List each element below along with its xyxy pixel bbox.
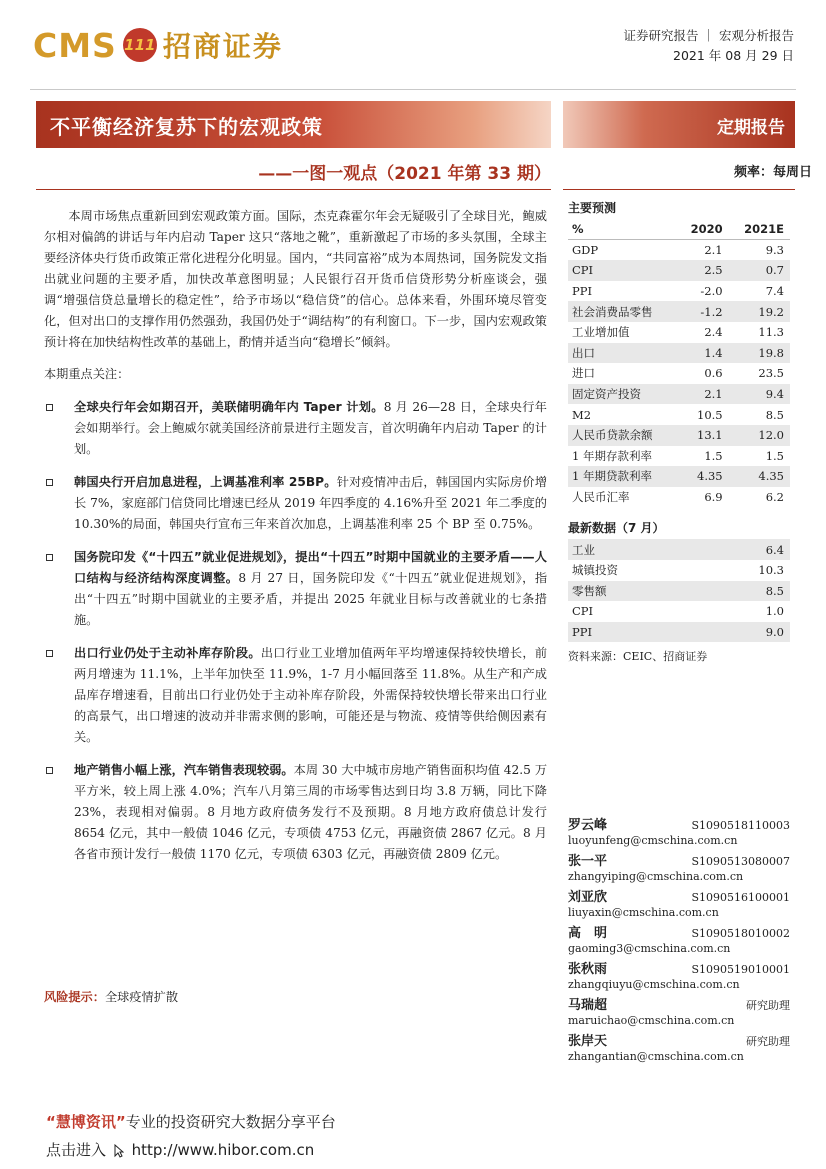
analyst-row xyxy=(568,922,790,941)
square-bullet-icon xyxy=(46,479,53,486)
table-cell: 10.5 xyxy=(697,407,723,422)
table-cell: 出口 xyxy=(568,343,677,364)
pointer-cursor-icon xyxy=(114,1144,124,1158)
table-cell: 城镇投资 xyxy=(572,563,618,578)
table-cell: 4.35 xyxy=(729,466,790,487)
table-cell: PPI xyxy=(572,284,593,299)
analyst-row xyxy=(568,958,790,977)
analyst-email[interactable]: liuyaxin@cmschina.com.cn xyxy=(568,906,719,919)
report-category: 定期报告 xyxy=(717,118,785,138)
risk-note xyxy=(44,988,178,1005)
footer-link-url[interactable]: http://www.hibor.com.cn xyxy=(131,1141,315,1159)
table-cell: 8.5 xyxy=(765,407,784,422)
table-cell: 23.5 xyxy=(758,366,784,381)
table-cell: PPI xyxy=(568,622,702,643)
side-divider xyxy=(563,189,795,190)
footer-quote-close: ” xyxy=(115,1113,126,1131)
report-date: 2021 年 08 月 29 日 xyxy=(673,48,794,63)
table-cell: 19.8 xyxy=(729,343,790,364)
bullet-item xyxy=(44,760,547,865)
report-subtitle: ——一图一观点（2021 年第 33 期） xyxy=(258,164,551,184)
table-cell: 1.5 xyxy=(765,448,784,463)
table-cell: 0.7 xyxy=(729,260,790,281)
table-cell: M2 xyxy=(572,407,592,422)
header-cell: 2020 xyxy=(677,219,729,240)
square-bullet-icon xyxy=(46,767,53,774)
table-cell: 1.0 xyxy=(765,604,784,619)
analyst-code: S1090518010002 xyxy=(691,927,790,940)
intro-paragraph: 本周市场焦点重新回到宏观政策方面。国际，杰克森霍尔年会无疑吸引了全球目光，鲍威尔相对偏鸽的讲话与年内启动 Taper 这只“落地之靴”，重新激起了市场的多头氛围，全球主要经济体央行货币政策正常化进程分化明显。国内，“共同富裕”成为本周热词，国务院发文指出就业问题的主要矛盾，加快改革意图明显；人民银行召开货币信贷形势分析座谈会，强调“增强信贷总量增长的稳定性”，给予市场以“稳信贷”的信心。总体来看，外围环境尽管变化，但对出口的支撑作用仍然强劲，我国仍处于“调结构”的有利窗口。下一步，国内宏观政策预计将在加快结构性改革的基础上，酌情并适当向“稳增长”倾斜。 xyxy=(44,209,547,349)
table-row xyxy=(568,281,790,302)
footer-slogan xyxy=(46,1111,336,1132)
table-cell: 固定资产投资 xyxy=(568,384,677,405)
sidebar xyxy=(568,199,790,664)
table-cell: 零售额 xyxy=(568,581,702,602)
bullet-item xyxy=(44,472,547,535)
table-row xyxy=(568,487,790,508)
analyst-name: 罗云峰 xyxy=(568,818,608,833)
table-row xyxy=(568,581,790,602)
data-source: 资料来源：CEIC、招商证券 xyxy=(568,650,708,664)
table-cell: 19.2 xyxy=(729,301,790,322)
bullet-headline: 地产销售小幅上涨，汽车销售表现较弱。 xyxy=(74,763,294,777)
analyst-email[interactable]: zhangantian@cmschina.com.cn xyxy=(568,1050,744,1063)
company-logo xyxy=(33,22,283,68)
table-cell: -1.2 xyxy=(677,301,729,322)
table-cell: 2.4 xyxy=(704,325,723,340)
table-cell: 进口 xyxy=(572,366,595,381)
table-cell: 13.1 xyxy=(677,425,729,446)
table-cell: 2.1 xyxy=(704,243,723,258)
table-row xyxy=(568,301,790,322)
table-cell: 1.4 xyxy=(677,343,729,364)
table-cell: 9.0 xyxy=(702,622,790,643)
table-row xyxy=(568,466,790,487)
table-row xyxy=(568,404,790,425)
table-row xyxy=(568,446,790,467)
title-banner xyxy=(36,101,551,148)
report-frequency: 频率：每周日 xyxy=(733,165,812,180)
table-cell: 2.1 xyxy=(677,384,729,405)
analyst-code: S1090516100001 xyxy=(691,891,790,904)
forecast-title: 主要预测 xyxy=(568,201,617,215)
table-row xyxy=(568,384,790,405)
table-cell: CPI xyxy=(568,260,677,281)
footer-link-prefix: 点击进入 xyxy=(46,1141,107,1159)
latest-title: 最新数据（7 月） xyxy=(568,521,665,536)
footer-link[interactable] xyxy=(46,1139,314,1160)
latest-rows xyxy=(568,539,790,642)
header-divider xyxy=(30,89,796,90)
table-cell: 工业增加值 xyxy=(572,325,630,340)
footer-brand: 慧博资讯 xyxy=(55,1113,116,1131)
analyst-row xyxy=(568,994,790,1013)
header-cell: 2021E xyxy=(729,219,790,240)
table-header-row xyxy=(568,219,790,240)
analyst-email[interactable]: gaoming3@cmschina.com.cn xyxy=(568,942,731,955)
table-cell: 9.3 xyxy=(765,243,784,258)
analyst-code: S1090519010001 xyxy=(691,963,790,976)
logo-emblem-icon: 111 xyxy=(123,28,157,62)
report-category-banner xyxy=(563,101,795,148)
square-bullet-icon xyxy=(46,404,53,411)
forecast-table xyxy=(568,219,790,507)
analyst-row xyxy=(568,886,790,905)
table-row xyxy=(568,343,790,364)
table-cell: 工业 xyxy=(568,539,702,560)
table-cell: 12.0 xyxy=(729,425,790,446)
analyst-name: 张一平 xyxy=(568,854,608,869)
table-cell: GDP xyxy=(572,243,599,258)
table-cell: 8.5 xyxy=(702,581,790,602)
report-title: 不平衡经济复苏下的宏观政策 xyxy=(50,115,323,139)
latest-table xyxy=(568,539,790,642)
table-cell: 1 年期贷款利率 xyxy=(568,466,677,487)
report-type: 证券研究报告 ｜ 宏观分析报告 xyxy=(623,28,794,43)
analyst-row xyxy=(568,814,790,833)
analyst-row xyxy=(568,850,790,869)
analyst-email[interactable]: maruichao@cmschina.com.cn xyxy=(568,1014,735,1027)
bullet-headline: 出口行业仍处于主动补库存阶段。 xyxy=(74,646,261,660)
table-row xyxy=(568,539,790,560)
bullet-headline: 韩国央行开启加息进程，上调基准利率 25BP。 xyxy=(74,475,337,489)
table-cell: 人民币贷款余额 xyxy=(568,425,677,446)
table-cell: 2.5 xyxy=(677,260,729,281)
analyst-email[interactable]: luoyunfeng@cmschina.com.cn xyxy=(568,834,738,847)
analyst-code: S1090513080007 xyxy=(691,855,790,868)
logo-chinese-name: 招商证券 xyxy=(162,30,283,63)
bullet-text: 8 月 26—28 日，全球央行年会如期举行。会上鲍威尔就美国经济前景进行主题发言，首次明确年内启动 Taper 的计划。 xyxy=(74,400,547,456)
bullet-text: 本周 30 大中城市房地产销售面积均值 42.5 万平方米，较上周上涨 4.0%；汽车八月第三周的市场零售达到日均 3.8 万辆，同比下降 23%，表现相对偏弱。8 月地方政府债务发行不及预期。8 月地方政府债总计发行 8654 亿元，其中一般债 1046 亿元，专项债 4753 亿元，再融资债 2867 亿元。8 月各省市预计发行一般债 1170 亿元，专项债 6303 亿元，再融资债 2809 亿元。 xyxy=(74,763,548,861)
analyst-code: S1090518110003 xyxy=(691,819,790,832)
table-cell: 1 年期存款利率 xyxy=(572,448,652,463)
bullet-headline: 国务院印发《“十四五”就业促进规划》，提出“十四五”时期中国就业的主要矛盾——人口结构与经济结构深度调整。 xyxy=(74,550,547,585)
table-cell: 6.4 xyxy=(702,539,790,560)
table-cell: 11.3 xyxy=(758,325,784,340)
header-cell: % xyxy=(568,219,677,240)
table-row xyxy=(568,322,790,343)
table-cell: 0.6 xyxy=(704,366,723,381)
bullet-headline: 全球央行年会如期召开，美联储明确年内 Taper 计划。 xyxy=(74,400,384,414)
forecast-rows xyxy=(568,240,790,508)
table-row xyxy=(568,560,790,581)
table-cell: -2.0 xyxy=(700,284,723,299)
bullet-item xyxy=(44,643,547,748)
bullet-item xyxy=(44,547,547,631)
bullet-text: 针对疫情冲击后，韩国国内实际房价增长 7%，家庭部门信贷同比增速已经从 2019 年四季度的 4.16%升至 2021 年二季度的 10.30%的局面，韩国央行宣布三年来首次加息，上调基准利率 25 个 BP 至 0.75%。 xyxy=(74,475,548,531)
analyst-list xyxy=(568,812,790,1066)
table-cell: 10.3 xyxy=(758,563,784,578)
square-bullet-icon xyxy=(46,554,53,561)
table-cell: 4.35 xyxy=(677,466,729,487)
analyst-name: 张岸天 xyxy=(568,1034,608,1049)
footer-slogan-text: 专业的投资研究大数据分享平台 xyxy=(125,1113,336,1131)
table-row xyxy=(568,622,790,643)
logo-text: CMS xyxy=(33,25,117,65)
table-cell: CPI xyxy=(572,604,594,619)
table-row xyxy=(568,425,790,446)
analyst-name: 张秋雨 xyxy=(568,962,608,977)
table-row xyxy=(568,260,790,281)
table-cell: 9.4 xyxy=(729,384,790,405)
table-cell: 6.2 xyxy=(765,490,784,505)
table-row xyxy=(568,601,790,622)
table-row xyxy=(568,240,790,261)
analyst-code: 研究助理 xyxy=(746,1035,790,1048)
table-cell: 人民币汇率 xyxy=(572,490,630,505)
table-row xyxy=(568,363,790,384)
analyst-code: 研究助理 xyxy=(746,999,790,1012)
table-cell: 6.9 xyxy=(704,490,723,505)
bullet-item xyxy=(44,397,547,460)
table-cell: 7.4 xyxy=(765,284,784,299)
bullet-text: 8 月 27 日，国务院印发《“十四五”就业促进规划》，指出“十四五”时期中国就业的主要矛盾，并提出 2025 年就业目标与改善就业的七条措施。 xyxy=(74,571,548,627)
table-cell: 社会消费品零售 xyxy=(568,301,677,322)
header-meta xyxy=(624,26,794,66)
analyst-name: 刘亚欣 xyxy=(568,890,608,905)
analyst-name: 马瑞超 xyxy=(568,998,608,1013)
bullet-text: 出口行业工业增加值两年平均增速保持较快增长，前两月增速为 11.1%，上半年加快至 11.9%，1-7 月小幅回落至 11.8%。从生产和产成品库存增速看，目前出口行业仍处于主动补库存阶段，外需保持较快增长带来出口行业的高景气，出口增速的波动并非需求侧的影响，可能还是与物流、疫情等供给侧因素有关。 xyxy=(74,646,548,744)
analyst-email[interactable]: zhangqiuyu@cmschina.com.cn xyxy=(568,978,740,991)
risk-label: 风险提示： xyxy=(44,990,105,1004)
main-content xyxy=(44,206,547,865)
analyst-name: 高 明 xyxy=(568,926,608,941)
main-divider xyxy=(36,189,551,190)
focus-label: 本期重点关注： xyxy=(44,367,130,381)
risk-text: 全球疫情扩散 xyxy=(104,990,179,1004)
analyst-email[interactable]: zhangyiping@cmschina.com.cn xyxy=(568,870,744,883)
square-bullet-icon xyxy=(46,650,53,657)
table-cell: 1.5 xyxy=(704,448,723,463)
footer-quote-open: “ xyxy=(46,1113,56,1131)
analyst-row xyxy=(568,1030,790,1049)
